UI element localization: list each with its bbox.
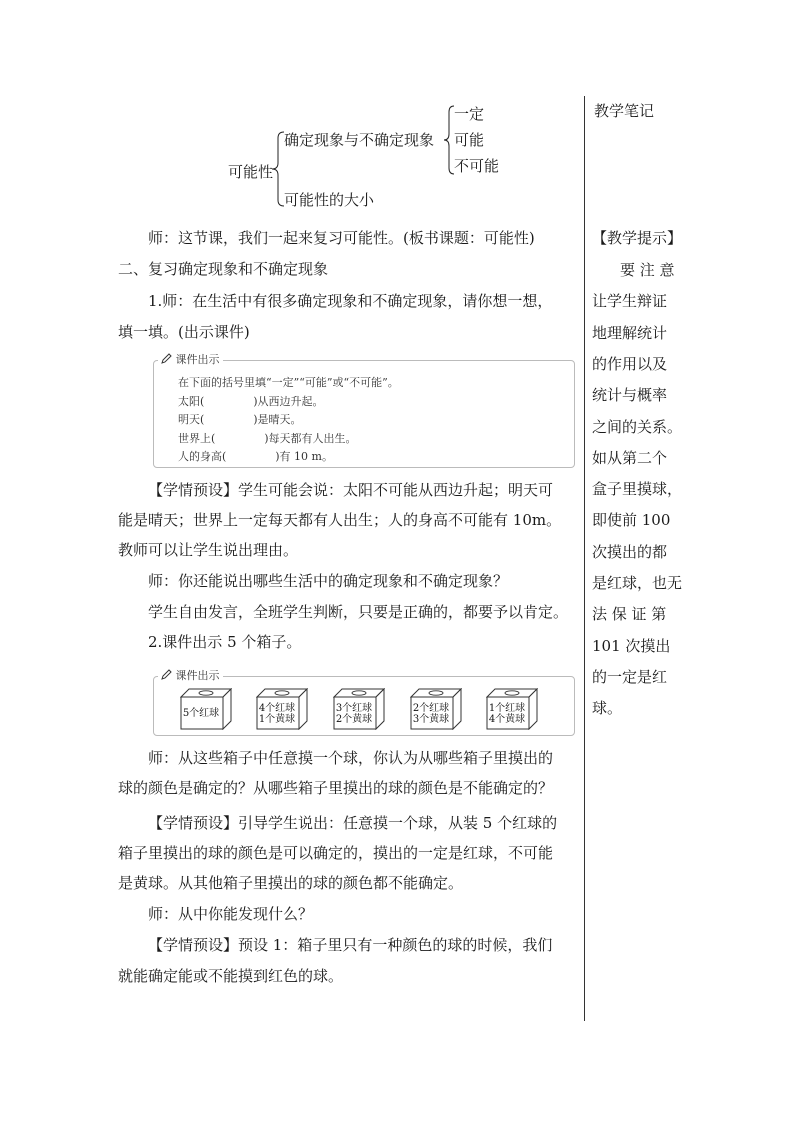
preset-2-line-1: 【学情预设】引导学生说出：任意摸一个球，从装 5 个红球的 (148, 814, 558, 832)
panel-2-tag-label: 课件出示 (175, 669, 220, 682)
sidebar-tip-line: 即使前 100 (592, 511, 671, 529)
mindmap-branch-2: 可能性的大小 (284, 191, 375, 209)
sidebar-tip-line: 盒子里摸球， (592, 480, 683, 498)
ball-box-label: 4个红球 1个黄球 (258, 703, 296, 725)
pencil-icon (161, 353, 172, 364)
mindmap-branch-1: 确定现象与不确定现象 (284, 131, 435, 149)
sidebar-tip-line: 之间的关系。 (592, 418, 683, 436)
sidebar-tip-line: 地理解统计 (592, 324, 668, 342)
paragraph-question-2: 师：你还能说出哪些生活中的确定现象和不确定现象？ (148, 572, 509, 590)
preset-2-line-3: 是黄球。从其他箱子里摸出的球的颜色都不能确定。 (118, 874, 464, 892)
paragraph-question-3-line-1: 师：从这些箱子中任意摸一个球，你认为从哪些箱子里摸出的 (148, 749, 554, 767)
paragraph-free-talk: 学生自由发言，全班学生判断，只要是正确的，都要予以肯定。 (148, 603, 569, 621)
panel-2-tag (158, 669, 223, 683)
sidebar-tip-line: 法 保 证 第 (592, 605, 667, 623)
ball-box-label: 3个红球 2个黄球 (335, 703, 373, 725)
column-divider (584, 96, 585, 1021)
sidebar-tip-line: 是红球，也无 (592, 574, 683, 592)
panel-1-item-3: 世界上( )每天都有人出生。 (178, 432, 357, 445)
preset-1-line-1: 【学情预设】学生可能会说：太阳不可能从西边升起；明天可 (148, 481, 554, 499)
pencil-icon (161, 669, 172, 680)
ball-box-label: 2个红球 3个黄球 (412, 703, 450, 725)
preset-3-line-1: 【学情预设】预设 1：箱子里只有一种颜色的球的时候，我们 (148, 936, 553, 954)
panel-1-tag (158, 353, 223, 367)
sidebar-tip-line: 的作用以及 (592, 355, 668, 373)
panel-1-item-1: 太阳( )从西边升起。 (178, 395, 324, 408)
mindmap-root: 可能性 (228, 163, 274, 181)
sidebar-tip-line: 球。 (592, 699, 623, 717)
ball-box-label: 5个红球 (182, 708, 220, 719)
paragraph-intro: 师：这节课，我们一起来复习可能性。(板书课题：可能性) (148, 229, 535, 247)
paragraph-question-3-line-2: 球的颜色是确定的？从哪些箱子里摸出的球的颜色是不能确定的？ (118, 779, 554, 797)
panel-1-item-4: 人的身高( )有 10 m。 (178, 450, 333, 463)
sidebar-tip-line: 101 次摸出 (592, 637, 671, 655)
sidebar-title: 教学笔记 (594, 102, 655, 120)
panel-1-instruction: 在下面的括号里填“一定”“可能”或“不可能”。 (178, 376, 399, 389)
preset-1-line-3: 教师可以让学生说出理由。 (118, 541, 299, 559)
question-2: 2.课件出示 5 个箱子。 (148, 633, 302, 651)
section-heading-2: 二、复习确定现象和不确定现象 (118, 260, 329, 278)
sidebar-tip-heading: 【教学提示】 (592, 229, 683, 247)
mindmap-leaf-possible: 可能 (454, 131, 485, 149)
sidebar-tip-line: 要 注 意 (620, 261, 675, 279)
question-1-line-1: 1.师：在生活中有很多确定现象和不确定现象，请你想一想， (148, 292, 553, 310)
sidebar-tip-line: 如从第二个 (592, 449, 668, 467)
preset-1-line-2: 能是晴天；世界上一定每天都有人出生；人的身高不可能有 10m。 (118, 511, 562, 529)
preset-2-line-2: 箱子里摸出的球的颜色是可以确定的，摸出的一定是红球，不可能 (118, 844, 554, 862)
ball-box-label: 1个红球 4个黄球 (488, 703, 526, 725)
panel-1-item-2: 明天( )是晴天。 (178, 413, 302, 426)
paragraph-question-4: 师：从中你能发现什么？ (148, 905, 314, 923)
mindmap-leaf-certain: 一定 (454, 105, 485, 123)
sidebar-tip-line: 让学生辩证 (592, 292, 668, 310)
sidebar-tip-line: 统计与概率 (592, 386, 668, 404)
panel-1-tag-label: 课件出示 (175, 353, 220, 366)
preset-3-line-2: 就能确定能或不能摸到红色的球。 (118, 967, 344, 985)
mindmap-leaf-impossible: 不可能 (454, 157, 500, 175)
sidebar-tip-line: 的一定是红 (592, 668, 668, 686)
question-1-line-2: 填一填。(出示课件) (118, 323, 250, 341)
sidebar-tip-line: 次摸出的都 (592, 543, 668, 561)
